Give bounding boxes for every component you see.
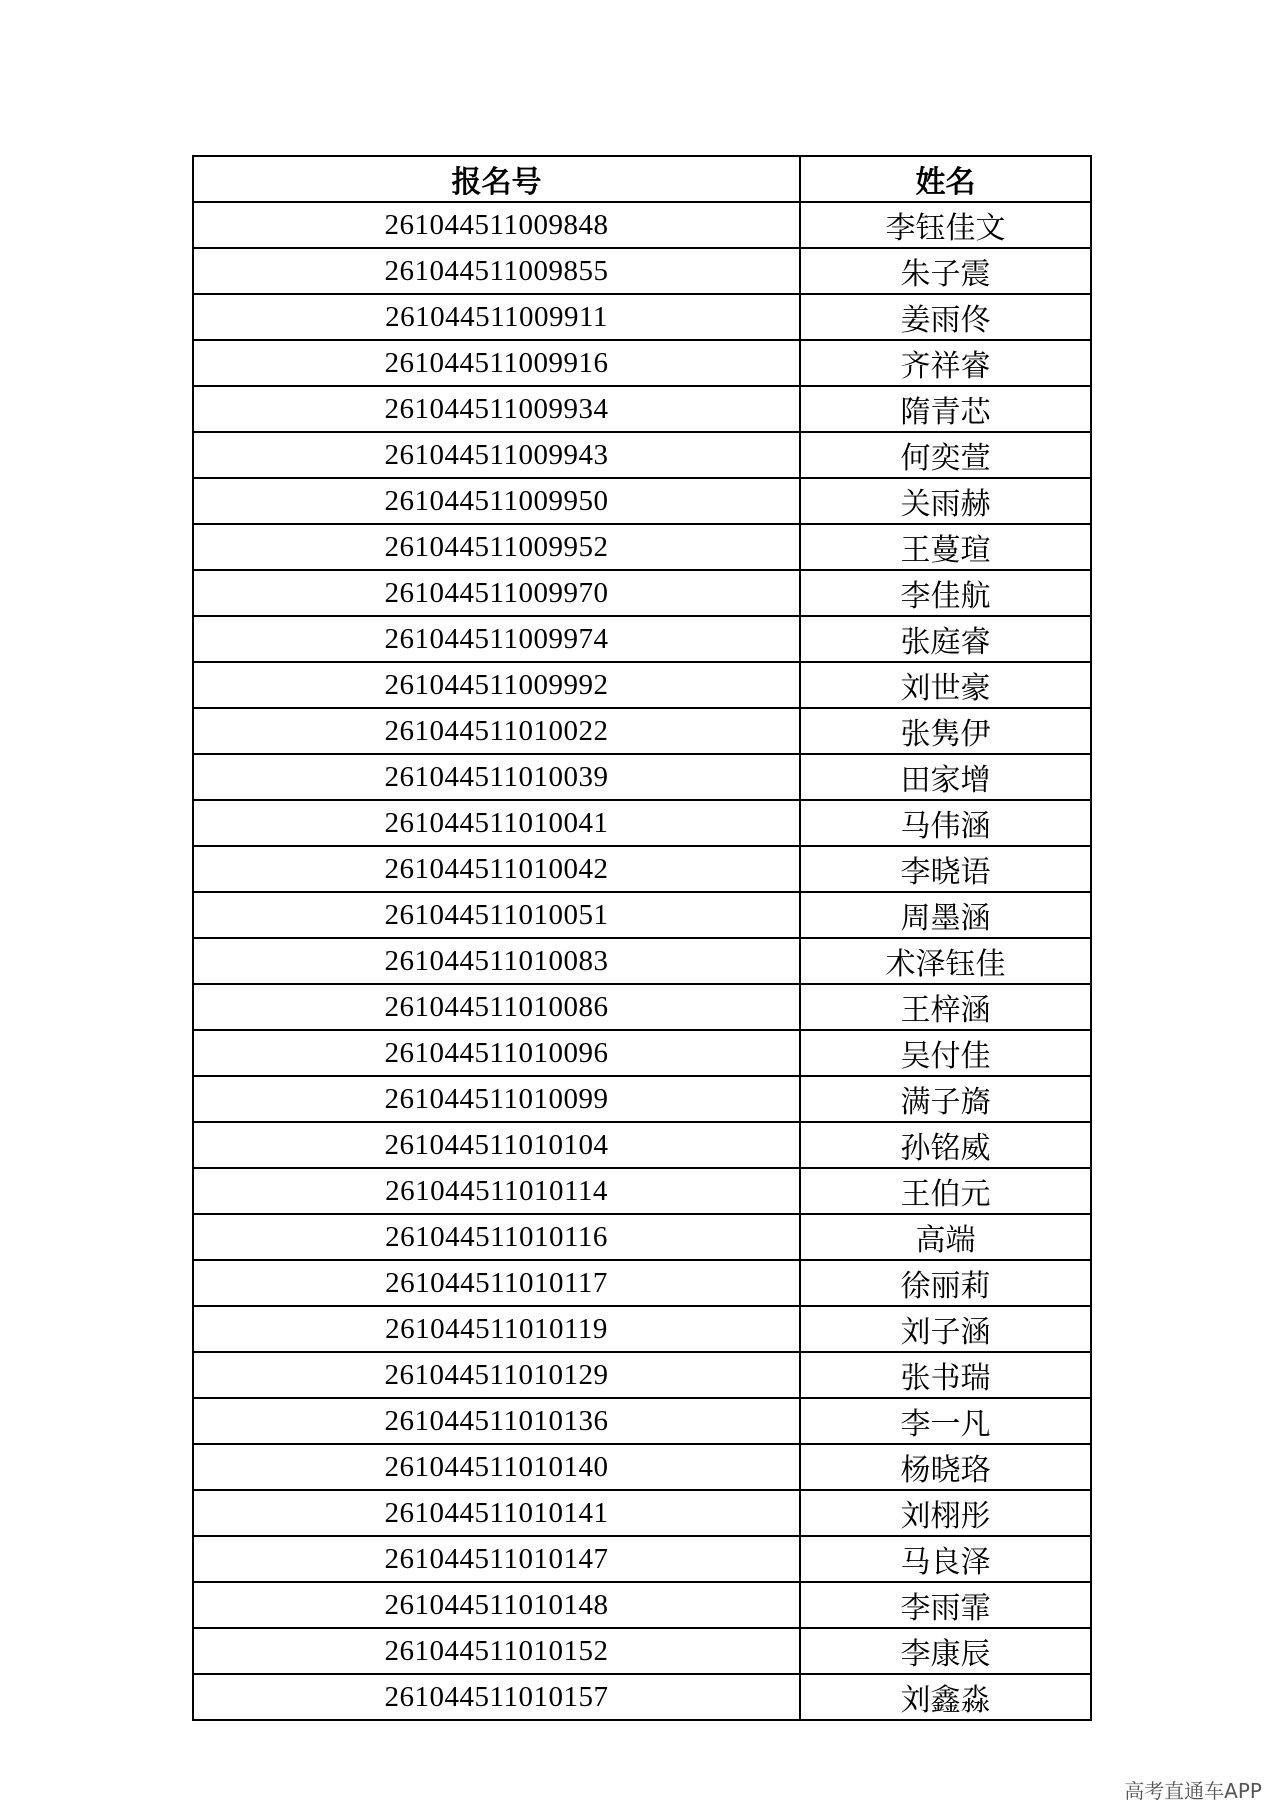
table-row	[193, 478, 1091, 524]
table-row	[193, 1536, 1091, 1582]
reg-no-cell: 261044511010129	[193, 1352, 800, 1398]
reg-no-cell: 261044511010114	[193, 1168, 800, 1214]
reg-no-cell: 261044511009950	[193, 478, 800, 524]
table-header-row	[193, 156, 1091, 202]
reg-no-cell: 261044511010157	[193, 1674, 800, 1720]
name-cell: 孙铭威	[800, 1122, 1091, 1168]
name-cell: 李雨霏	[800, 1582, 1091, 1628]
name-cell: 关雨赫	[800, 478, 1091, 524]
watermark: 高考直通车APP	[1124, 1779, 1262, 1803]
reg-no-cell: 261044511010136	[193, 1398, 800, 1444]
table-row	[193, 1628, 1091, 1674]
table-row	[193, 984, 1091, 1030]
table-row	[193, 616, 1091, 662]
name-cell: 周墨涵	[800, 892, 1091, 938]
table-row	[193, 1398, 1091, 1444]
name-cell: 李康辰	[800, 1628, 1091, 1674]
name-cell: 张隽伊	[800, 708, 1091, 754]
table-row	[193, 708, 1091, 754]
header-reg-no: 报名号	[193, 156, 800, 202]
name-cell: 朱子震	[800, 248, 1091, 294]
name-cell: 刘栩彤	[800, 1490, 1091, 1536]
name-cell: 王伯元	[800, 1168, 1091, 1214]
reg-no-cell: 261044511010148	[193, 1582, 800, 1628]
name-cell: 张庭睿	[800, 616, 1091, 662]
reg-no-cell: 261044511009974	[193, 616, 800, 662]
table-row	[193, 1306, 1091, 1352]
reg-no-cell: 261044511010051	[193, 892, 800, 938]
name-cell: 姜雨佟	[800, 294, 1091, 340]
name-cell: 齐祥睿	[800, 340, 1091, 386]
reg-no-cell: 261044511010039	[193, 754, 800, 800]
name-cell: 高端	[800, 1214, 1091, 1260]
table-row	[193, 248, 1091, 294]
name-cell: 田家增	[800, 754, 1091, 800]
reg-no-cell: 261044511010104	[193, 1122, 800, 1168]
name-cell: 马良泽	[800, 1536, 1091, 1582]
reg-no-cell: 261044511010022	[193, 708, 800, 754]
table-row	[193, 386, 1091, 432]
table-row	[193, 1352, 1091, 1398]
table-row	[193, 1674, 1091, 1720]
name-cell: 满子旖	[800, 1076, 1091, 1122]
name-cell: 吴付佳	[800, 1030, 1091, 1076]
table-row	[193, 754, 1091, 800]
reg-no-cell: 261044511009916	[193, 340, 800, 386]
reg-no-cell: 261044511009970	[193, 570, 800, 616]
table-row	[193, 432, 1091, 478]
name-cell: 刘世豪	[800, 662, 1091, 708]
table-row	[193, 892, 1091, 938]
reg-no-cell: 261044511010140	[193, 1444, 800, 1490]
name-cell: 马伟涵	[800, 800, 1091, 846]
reg-no-cell: 261044511009992	[193, 662, 800, 708]
reg-no-cell: 261044511010099	[193, 1076, 800, 1122]
table-row	[193, 202, 1091, 248]
table-row	[193, 294, 1091, 340]
reg-no-cell: 261044511009911	[193, 294, 800, 340]
table-row	[193, 846, 1091, 892]
name-cell: 杨晓珞	[800, 1444, 1091, 1490]
reg-no-cell: 261044511009943	[193, 432, 800, 478]
table-row	[193, 662, 1091, 708]
header-name: 姓名	[800, 156, 1091, 202]
table-row	[193, 1444, 1091, 1490]
name-cell: 刘子涵	[800, 1306, 1091, 1352]
reg-no-cell: 261044511010086	[193, 984, 800, 1030]
table-row	[193, 800, 1091, 846]
table-row	[193, 524, 1091, 570]
table-row	[193, 938, 1091, 984]
table-row	[193, 1076, 1091, 1122]
reg-no-cell: 261044511010119	[193, 1306, 800, 1352]
table-row	[193, 1030, 1091, 1076]
table-row	[193, 1490, 1091, 1536]
name-cell: 隋青芯	[800, 386, 1091, 432]
reg-no-cell: 261044511010096	[193, 1030, 800, 1076]
reg-no-cell: 261044511010117	[193, 1260, 800, 1306]
reg-no-cell: 261044511010116	[193, 1214, 800, 1260]
table-row	[193, 340, 1091, 386]
name-cell: 李钰佳文	[800, 202, 1091, 248]
reg-no-cell: 261044511010042	[193, 846, 800, 892]
table-row	[193, 1214, 1091, 1260]
name-cell: 王蔓瑄	[800, 524, 1091, 570]
table-row	[193, 1122, 1091, 1168]
reg-no-cell: 261044511010083	[193, 938, 800, 984]
name-cell: 徐丽莉	[800, 1260, 1091, 1306]
name-cell: 术泽钰佳	[800, 938, 1091, 984]
reg-no-cell: 261044511010141	[193, 1490, 800, 1536]
reg-no-cell: 261044511009848	[193, 202, 800, 248]
table-row	[193, 1168, 1091, 1214]
reg-no-cell: 261044511010041	[193, 800, 800, 846]
table-row	[193, 570, 1091, 616]
table-body	[193, 202, 1091, 1720]
name-cell: 李晓语	[800, 846, 1091, 892]
name-cell: 何奕萱	[800, 432, 1091, 478]
reg-no-cell: 261044511010147	[193, 1536, 800, 1582]
reg-no-cell: 261044511010152	[193, 1628, 800, 1674]
name-cell: 王梓涵	[800, 984, 1091, 1030]
name-cell: 李佳航	[800, 570, 1091, 616]
name-cell: 李一凡	[800, 1398, 1091, 1444]
name-cell: 刘鑫淼	[800, 1674, 1091, 1720]
registration-table	[192, 155, 1092, 1721]
reg-no-cell: 261044511009855	[193, 248, 800, 294]
table-row	[193, 1582, 1091, 1628]
reg-no-cell: 261044511009934	[193, 386, 800, 432]
table-row	[193, 1260, 1091, 1306]
name-cell: 张书瑞	[800, 1352, 1091, 1398]
reg-no-cell: 261044511009952	[193, 524, 800, 570]
